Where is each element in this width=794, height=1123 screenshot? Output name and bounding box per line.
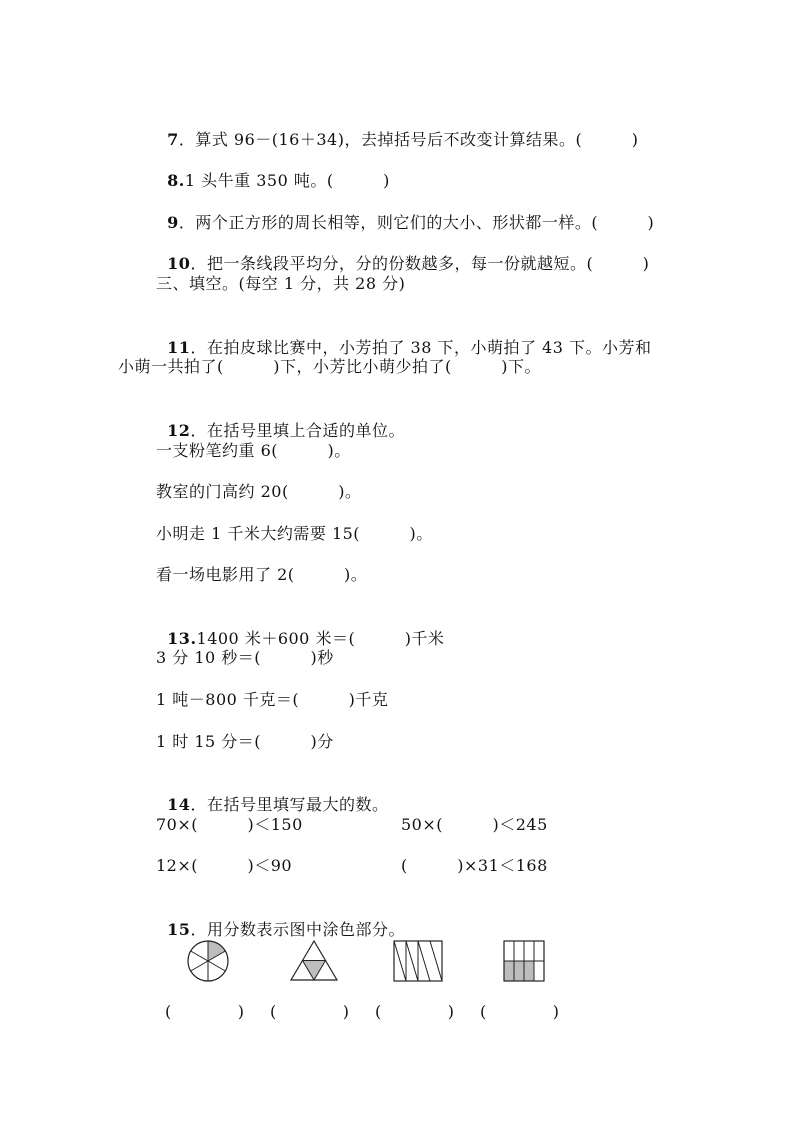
fill-item: 70×( )＜150 xyxy=(156,815,303,834)
answer-blank[interactable]: ( ) xyxy=(375,1002,455,1021)
question-text: 1 头牛重 350 吨。( ) xyxy=(184,171,390,190)
question-number: 14 xyxy=(167,795,191,814)
rectangle-figure xyxy=(392,939,444,983)
shaded-part xyxy=(303,961,326,981)
question-8 xyxy=(156,148,390,192)
section-heading: 三、填空。(每空 1 分，共 28 分) xyxy=(156,274,406,293)
fill-item: 1400 米＋600 米＝( )千米 xyxy=(196,629,445,648)
fill-item: 一支粉笔约重 6( )。 xyxy=(156,441,351,460)
question-10 xyxy=(156,231,649,275)
fill-item: 3 分 10 秒＝( )秒 xyxy=(156,648,334,667)
question-number: 10 xyxy=(167,254,191,273)
answer-blank[interactable]: ( ) xyxy=(270,1002,350,1021)
question-number: 13. xyxy=(167,629,197,648)
question-number: 8. xyxy=(167,171,185,190)
fill-item: 12×( )＜90 xyxy=(156,856,293,875)
question-text: ．两个正方形的周长相等，则它们的大小、形状都一样。( ) xyxy=(178,213,655,232)
answer-blank[interactable]: ( ) xyxy=(165,1002,245,1021)
fill-item: 看一场电影用了 2( )。 xyxy=(156,565,368,584)
fill-item: 1 时 15 分＝( )分 xyxy=(156,732,334,751)
fill-item: 小明走 1 千米大约需要 15( )。 xyxy=(156,524,433,543)
question-text: ．把一条线段平均分，分的份数越多，每一份就越短。( ) xyxy=(190,254,650,273)
question-13 xyxy=(156,606,444,650)
circle-figure xyxy=(186,939,230,983)
shaded-part xyxy=(208,941,225,961)
question-number: 7 xyxy=(167,130,179,149)
question-14 xyxy=(156,772,388,816)
question-7 xyxy=(156,107,638,151)
question-text: ．在拍皮球比赛中，小芳拍了 38 下，小萌拍了 43 下。小芳和 xyxy=(190,338,652,357)
question-12 xyxy=(156,398,405,442)
question-number: 15 xyxy=(167,920,191,939)
question-9 xyxy=(156,190,654,234)
question-11-line-2: 小萌一共拍了( )下，小芳比小萌少拍了( )下。 xyxy=(118,357,541,376)
question-number: 9 xyxy=(167,213,179,232)
answer-blank[interactable]: ( ) xyxy=(480,1002,560,1021)
fill-item: 50×( )＜245 xyxy=(401,815,548,834)
fill-item: 1 吨－800 千克＝( )千克 xyxy=(156,690,389,709)
question-15 xyxy=(156,897,405,941)
fill-item: ( )×31＜168 xyxy=(401,856,548,875)
question-text: ．在括号里填写最大的数。 xyxy=(190,795,389,814)
grid-figure xyxy=(502,939,546,983)
triangle-figure xyxy=(289,939,339,983)
shaded-part xyxy=(504,961,534,981)
question-11-line-1 xyxy=(156,315,652,359)
question-text: ．用分数表示图中涂色部分。 xyxy=(190,920,405,939)
question-number: 11 xyxy=(167,338,191,357)
question-text: ．在括号里填上合适的单位。 xyxy=(190,421,405,440)
question-number: 12 xyxy=(167,421,191,440)
fill-item: 教室的门高约 20( )。 xyxy=(156,482,362,501)
question-text: ．算式 96－(16＋34)，去掉括号后不改变计算结果。( ) xyxy=(178,130,639,149)
